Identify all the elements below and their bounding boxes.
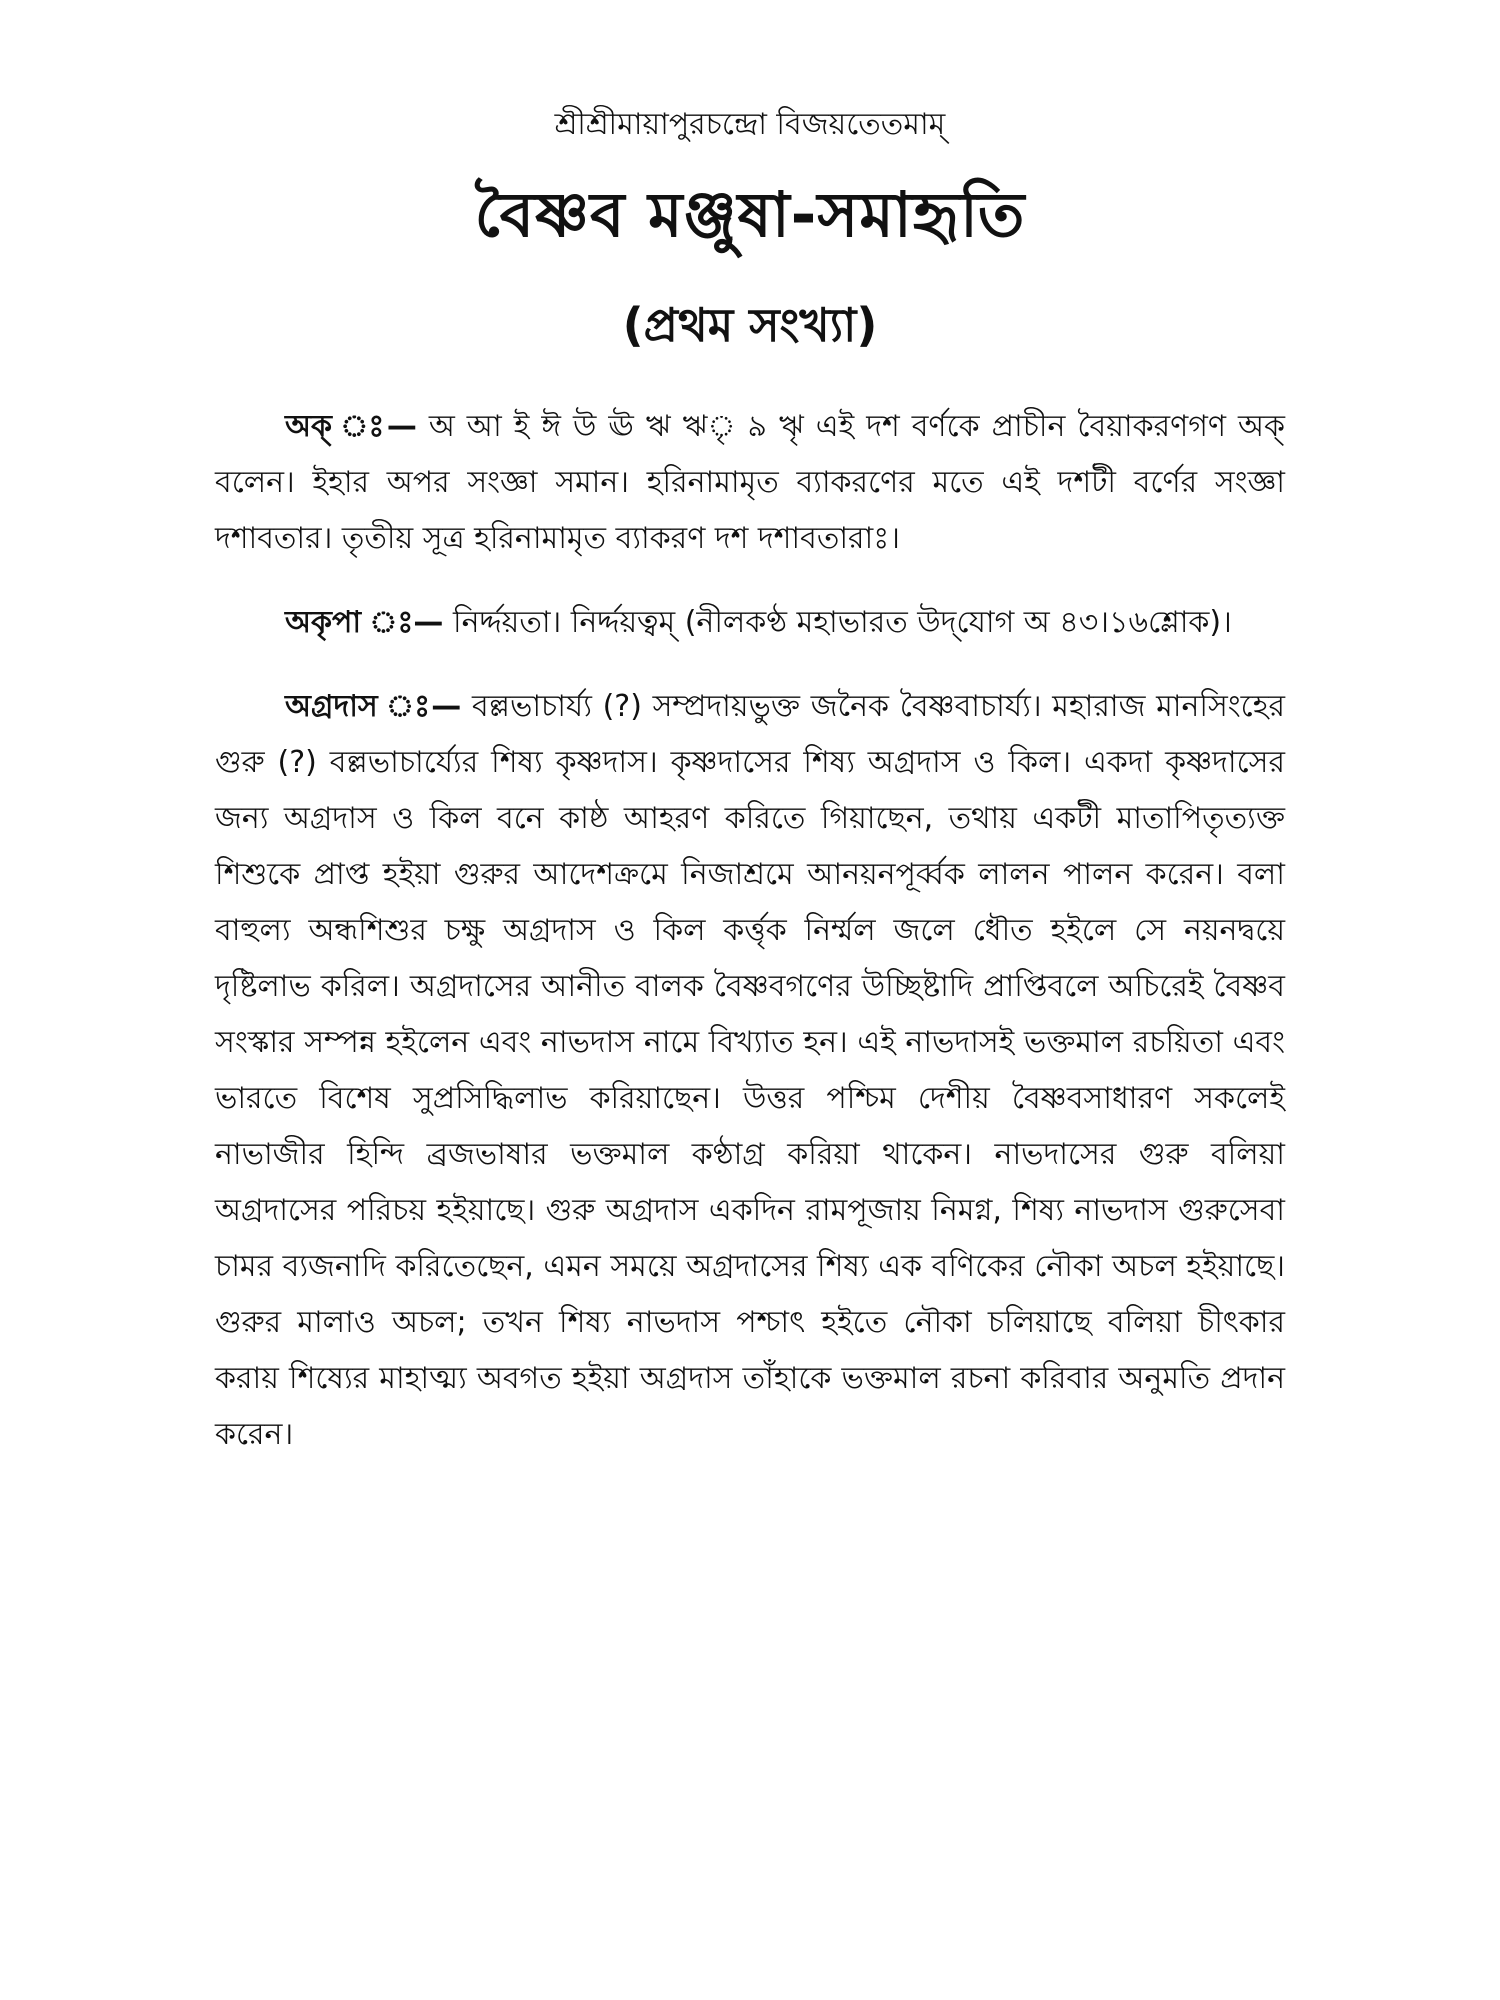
entry-text: বল্লভাচার্য্য (?) সম্প্রদায়ভুক্ত জনৈক বৈষ্ণবাচার্য্য। মহারাজ মানসিংহের গুরু (?) বল্লভাচার্য্যের শিষ্য কৃষ্ণদাস। কৃষ্ণদাসের শিষ্য অগ্রদাস ও কিল। একদা কৃষ্ণদাসের জন্য অগ্রদাস ও কিল বনে কাষ্ঠ আহরণ করিতে গিয়াছেন, তথায় একটী মাতাপিতৃত্যক্ত শিশুকে প্রাপ্ত হইয়া গুরুর আদেশক্রমে নিজাশ্রমে আনয়নপূর্ব্বক লালন পালন করেন। বলা বাহুল্য অন্ধশিশুর চক্ষু অগ্রদাস ও কিল কর্ত্তৃক নির্ম্মল জলে ধৌত হইলে সে নয়নদ্বয়ে দৃষ্টিলাভ করিল। অগ্রদাসের আনীত বালক বৈষ্ণবগণের উচ্ছিষ্টাদি প্রাপ্তিবলে অচিরেই বৈষ্ণব সংস্কার সম্পন্ন হইলেন এবং নাভদাস নামে বিখ্যাত হন। এই নাভদাসই ভক্তমাল রচয়িতা এবং ভারতে বিশেষ সুপ্রসিদ্ধিলাভ করিয়াছেন। উত্তর পশ্চিম দেশীয় বৈষ্ণবসাধারণ সকলেই নাভাজীর হিন্দি ব্রজভাষার ভক্তমাল কণ্ঠাগ্র করিয়া থাকেন। নাভদাসের গুরু বলিয়া অগ্রদাসের পরিচয় হইয়াছে। গুরু অগ্রদাস একদিন রামপূজায় নিমগ্ন, শিষ্য নাভদাস গুরুসেবা চামর ব্যজনাদি করিতেছেন, এমন সময়ে অগ্রদাসের শিষ্য এক বণিকের নৌকা অচল হইয়াছে। গুরুর মালাও অচল; তখন শিষ্য নাভদাস পশ্চাৎ হইতে নৌকা চলিয়াছে বলিয়া চীৎকার করায় শিষ্যের মাহাত্ম্য অবগত হইয়া অগ্রদাস তাঁহাকে ভক্তমাল রচনা করিবার অনুমতি প্রদান করেন।: [215, 689, 1285, 1452]
issue-subtitle: (প্রথম সংখ্যা): [622, 298, 878, 352]
entry-text: অ আ ই ঈ উ ঊ ঋ ঋৃ ৯ ৠ এই দশ বর্ণকে প্রাচীন বৈয়াকরণগণ অক্ বলেন। ইহার অপর সংজ্ঞা সমান। হরিনামামৃত ব্যাকরণের মতে এই দশটী বর্ণের সংজ্ঞা দশাবতার। তৃতীয় সূত্র হরিনামামৃত ব্যাকরণ দশ দশাবতারাঃ।: [215, 409, 1285, 556]
entry-term: অক্ ঃ—: [285, 409, 417, 444]
invocation-line: শ্রীশ্রীমায়াপুরচন্দ্রো বিজয়তেতমাম্: [554, 107, 946, 142]
entry-term: অগ্রদাস ঃ—: [285, 689, 462, 724]
document-page: [215, 105, 1285, 1965]
entry-agradas: [215, 679, 1285, 1463]
page-title: বৈষ্ণব মঞ্জুষা-সমাহৃতি: [474, 178, 1026, 251]
entry-text: নির্দ্দয়তা। নির্দ্দয়ত্বম্ (নীলকণ্ঠ মহাভারত উদ্‌যোগ অ ৪৩।১৬শ্লোক)।: [452, 605, 1232, 640]
entry-term: অকৃপা ঃ—: [285, 605, 444, 640]
entry-ak: [215, 399, 1285, 567]
entry-akripa: [215, 595, 1285, 651]
